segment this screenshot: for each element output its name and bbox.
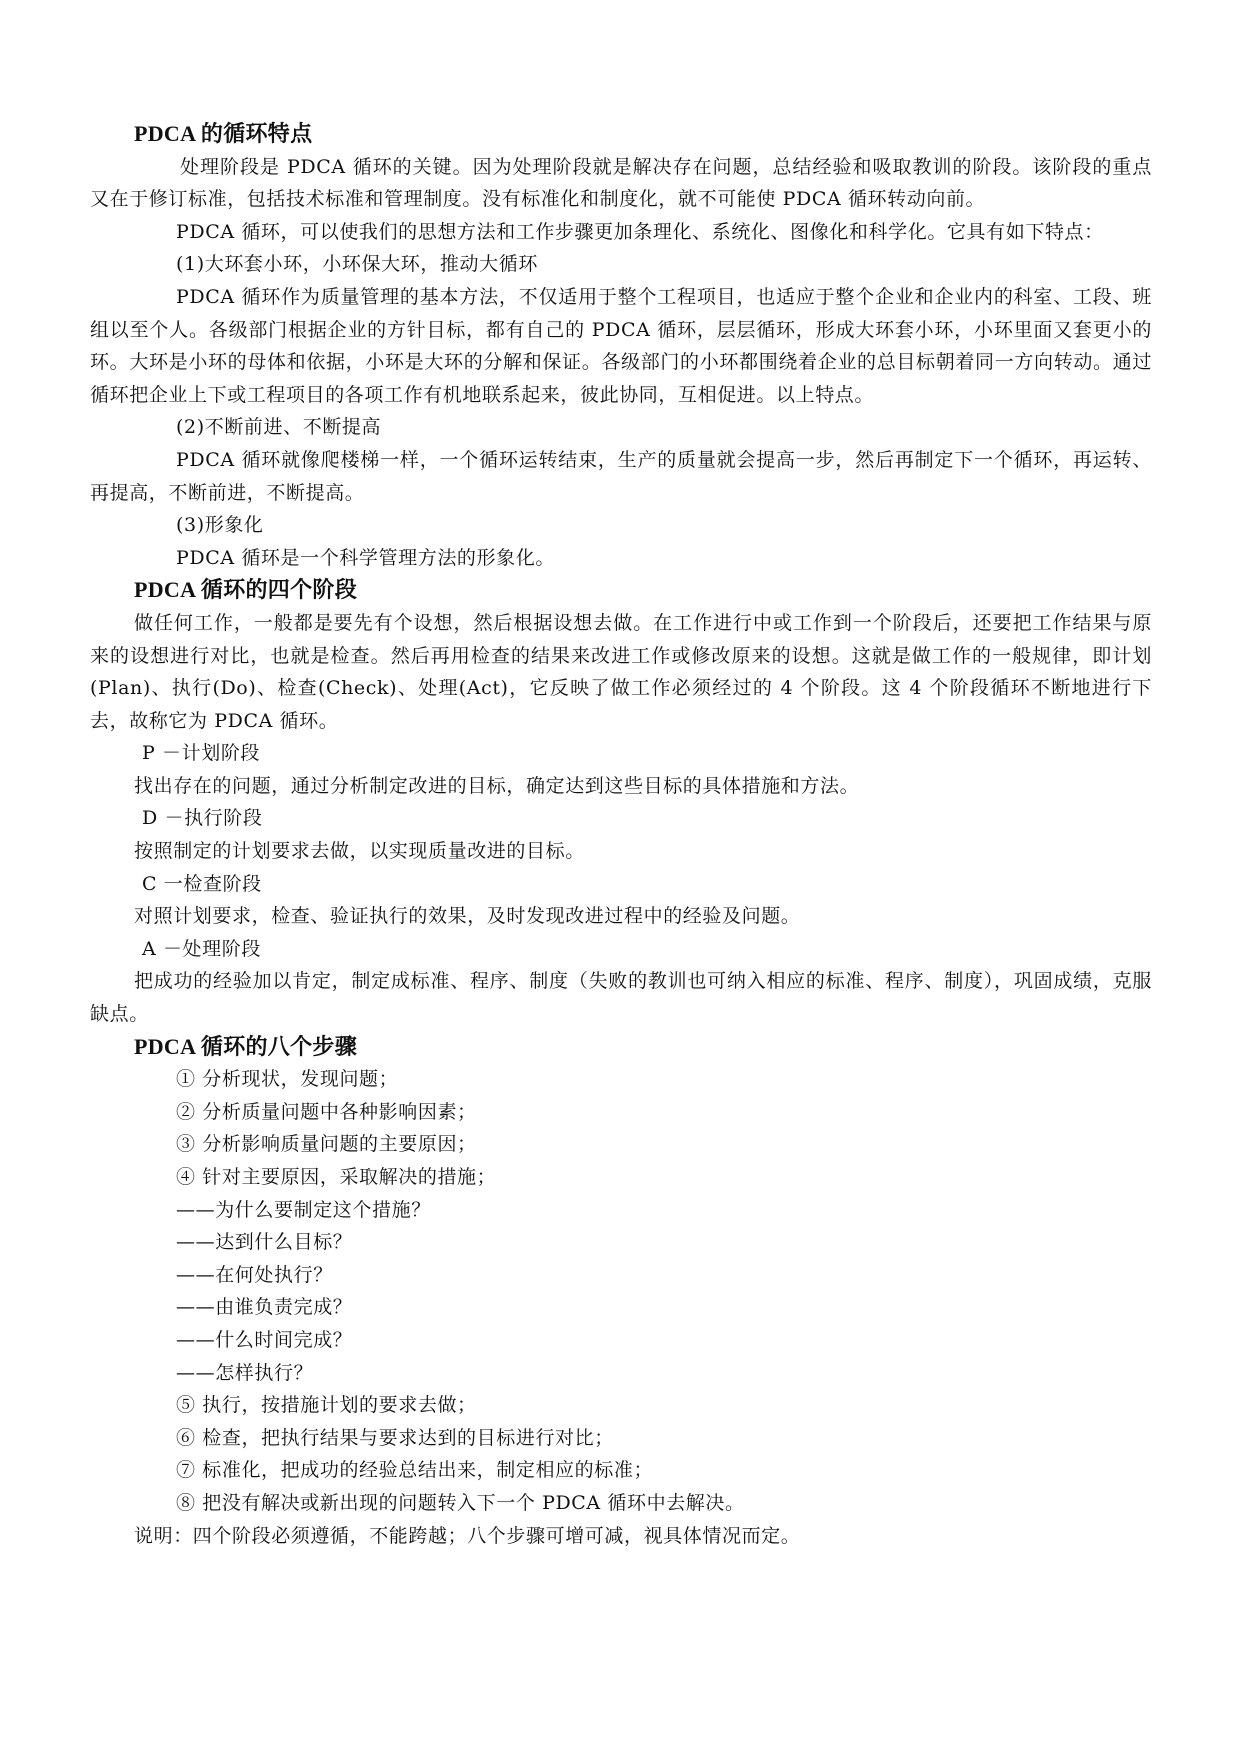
document-page — [90, 118, 1152, 1552]
stage-a-text: 把成功的经验加以肯定，制定成标准、程序、制度（失败的教训也可纳入相应的标准、程序、制度），巩固成绩，克服缺点。 — [90, 970, 1152, 1026]
paragraph-four-stages-intro: 做任何工作，一般都是要先有个设想，然后根据设想去做。在工作进行中或工作到一个阶段后，还要把工作结果与原来的设想进行对比，也就是检查。然后再用检查的结果来改进工作或修改原来的设想。这就是做工作的一般规律，即计划(Plan)、执行(Do)、检查(Check)、处理(Act)，它反映了做工作必须经过的 4 个阶段。这 4 个阶段循环不断地进行下去，故称它为 PDCA 循环。 — [90, 611, 1152, 732]
step-item: ⑧ 把没有解决或新出现的问题转入下一个 PDCA 循环中去解决。 — [176, 1491, 745, 1514]
section-heading-features: PDCA 的循环特点 — [134, 121, 313, 146]
step-item: ⑦ 标准化，把成功的经验总结出来，制定相应的标准； — [176, 1459, 654, 1482]
step-sub-question: ——为什么要制定这个措施？ — [176, 1198, 431, 1221]
paragraph-act-stage-key: 处理阶段是 PDCA 循环的关键。因为处理阶段就是解决存在问题，总结经验和吸取教训的阶段。该阶段的重点又在于修订标准，包括技术标准和管理制度。没有标准化和制度化，就不可能使 PDCA 循环转动向前。 — [90, 155, 1152, 211]
feature-2-title: (2)不断前进、不断提高 — [176, 416, 382, 439]
feature-1-title: (1)大环套小环，小环保大环，推动大循环 — [176, 253, 538, 276]
feature-3-text: PDCA 循环是一个科学管理方法的形象化。 — [176, 546, 555, 569]
step-item: ⑥ 检查，把执行结果与要求达到的目标进行对比； — [176, 1426, 614, 1449]
stage-p-text: 找出存在的问题，通过分析制定改进的目标，确定达到这些目标的具体措施和方法。 — [134, 774, 860, 797]
feature-2-text: PDCA 循环就像爬楼梯一样，一个循环运转结束，生产的质量就会提高一步，然后再制定下一个循环，再运转、再提高，不断前进，不断提高。 — [90, 448, 1152, 504]
paragraph-pdca-benefits: PDCA 循环，可以使我们的思想方法和工作步骤更加条理化、系统化、图像化和科学化。它具有如下特点： — [176, 220, 1104, 243]
stage-c-text: 对照计划要求，检查、验证执行的效果，及时发现改进过程中的经验及问题。 — [134, 905, 801, 928]
stage-d-title: D －执行阶段 — [142, 807, 263, 830]
step-item: ② 分析质量问题中各种影响因素； — [176, 1100, 477, 1123]
step-sub-question: ——在何处执行？ — [176, 1263, 333, 1286]
step-item: ① 分析现状，发现问题； — [176, 1068, 399, 1091]
section-heading-four-stages: PDCA 循环的四个阶段 — [134, 577, 357, 603]
feature-3-title: (3)形象化 — [176, 514, 264, 537]
step-sub-question: ——由谁负责完成？ — [176, 1296, 353, 1319]
step-sub-question: ——达到什么目标？ — [176, 1231, 353, 1254]
stage-c-title: C 一检查阶段 — [142, 872, 262, 895]
stage-p-title: P －计划阶段 — [142, 742, 261, 765]
section-heading-eight-steps: PDCA 循环的八个步骤 — [134, 1033, 357, 1059]
step-sub-question: ——什么时间完成？ — [176, 1328, 353, 1351]
stage-a-title: A －处理阶段 — [142, 937, 261, 960]
stage-d-text: 按照制定的计划要求去做，以实现质量改进的目标。 — [134, 840, 585, 863]
step-sub-question: ——怎样执行？ — [176, 1361, 314, 1384]
step-item: ③ 分析影响质量问题的主要原因； — [176, 1133, 477, 1156]
step-item: ④ 针对主要原因，采取解决的措施； — [176, 1166, 497, 1188]
step-item: ⑤ 执行，按措施计划的要求去做； — [176, 1394, 477, 1417]
note-text: 说明：四个阶段必须遵循，不能跨越；八个步骤可增可减，视具体情况而定。 — [134, 1524, 801, 1547]
feature-1-text: PDCA 循环作为质量管理的基本方法，不仅适用于整个工程项目，也适应于整个企业和企业内的科室、工段、班组以至个人。各级部门根据企业的方针目标，都有自己的 PDCA 循环，层层循环，形成大环套小环，小环里面又套更小的环。大环是小环的母体和依据，小环是大环的分解和保证。各级部门的小环都围绕着企业的总目标朝着同一方向转动。通过循环把企业上下或工程项目的各项工作有机地联系起来，彼此协同，互相促进。以上特点。 — [90, 285, 1152, 406]
